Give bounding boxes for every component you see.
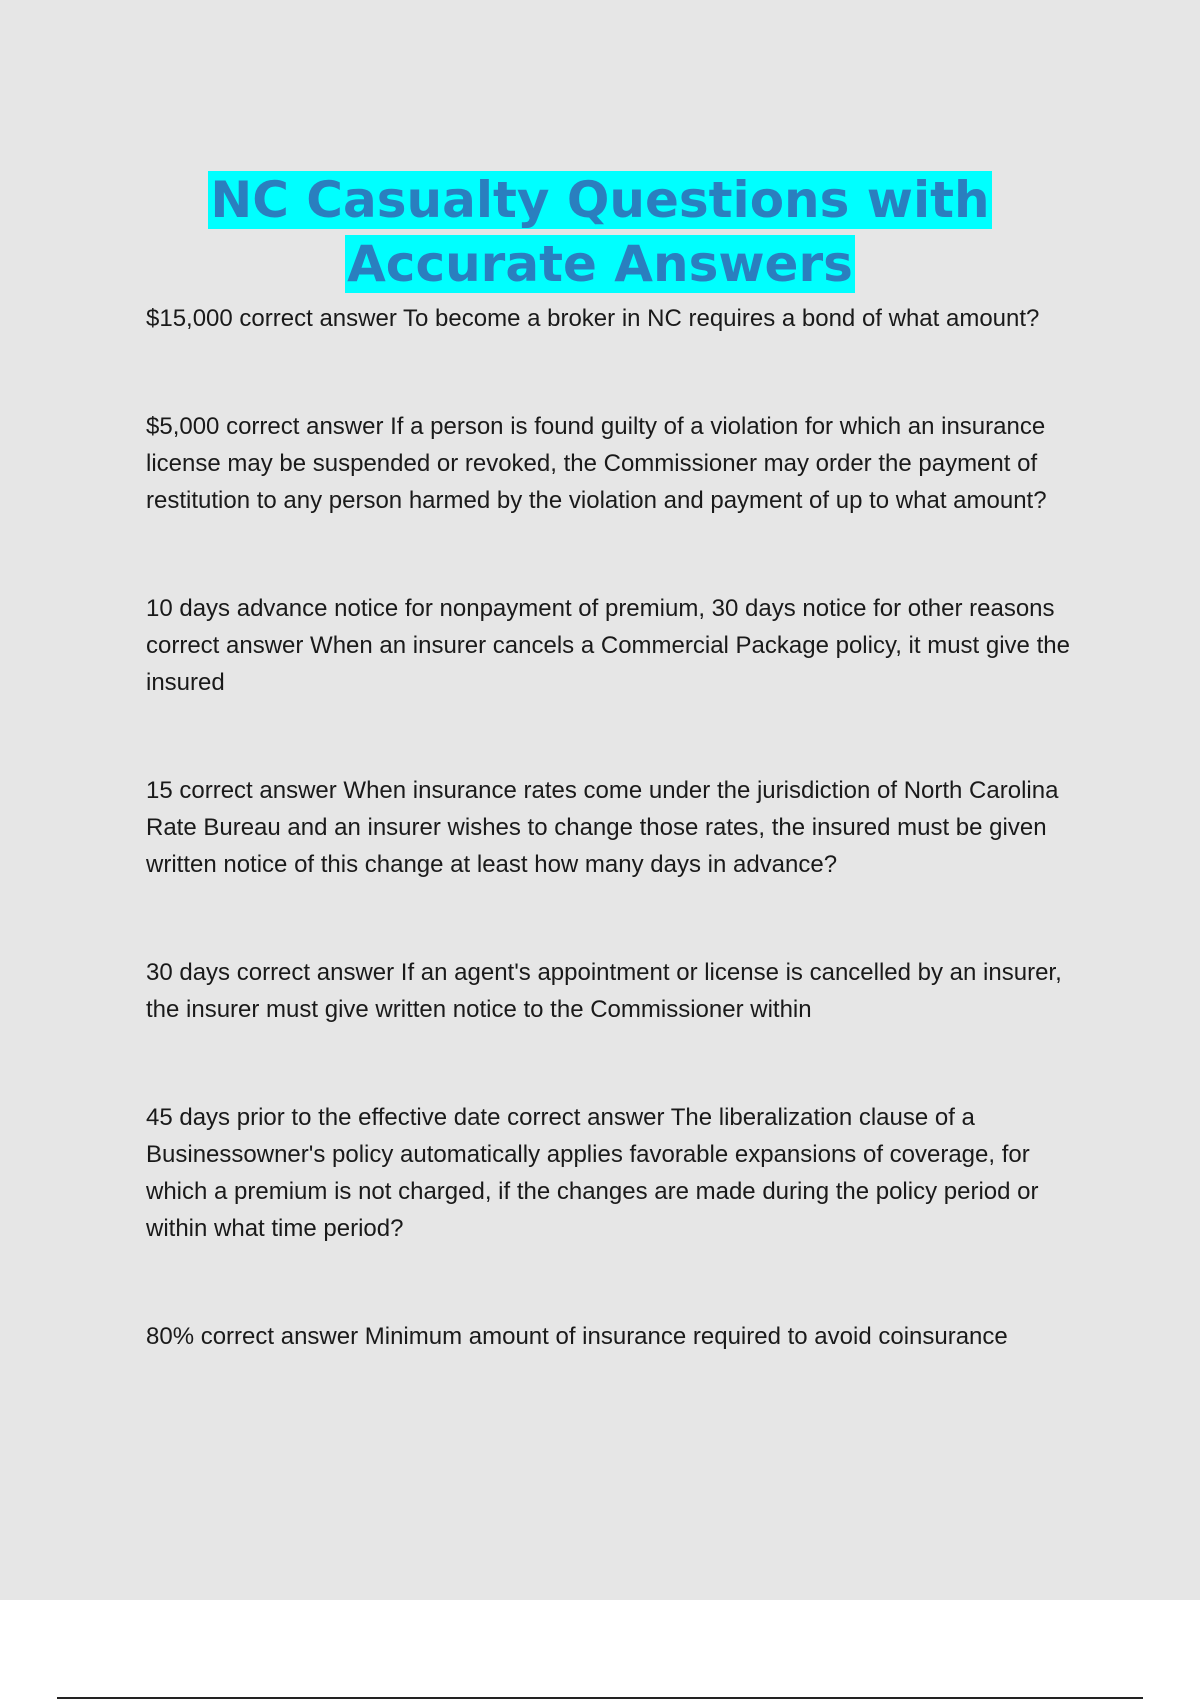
qa-item: 15 correct answer When insurance rates come under the jurisdiction of North Carolina Rate Bureau and an insurer wishes to change those rates, the insured must be given written notice of this change at least how many days in advance?	[146, 777, 1059, 878]
qa-item: 10 days advance notice for nonpayment of premium, 30 days notice for other reasons correct answer When an insurer cancels a Commercial Package policy, it must give the insured	[146, 595, 1070, 696]
qa-item: $15,000 correct answer To become a broker in NC requires a bond of what amount?	[146, 305, 1040, 332]
qa-item: 30 days correct answer If an agent's appointment or license is cancelled by an insurer, the insurer must give written notice to the Commissioner within	[146, 959, 1062, 1023]
document-title	[0, 168, 1200, 296]
qa-list	[146, 300, 1096, 1426]
qa-item: 80% correct answer Minimum amount of insurance required to avoid coinsurance	[146, 1323, 1008, 1350]
footer-divider	[57, 1697, 1143, 1699]
qa-item: $5,000 correct answer If a person is found guilty of a violation for which an insurance license may be suspended or revoked, the Commissioner may order the payment of restitution to any person harmed by the violation and payment of up to what amount?	[146, 413, 1047, 514]
qa-item: 45 days prior to the effective date correct answer The liberalization clause of a Businessowner's policy automatically applies favorable expansions of coverage, for which a premium is not charged, if the changes are made during the policy period or within what time period?	[146, 1104, 1039, 1242]
title-line-1: NC Casualty Questions with	[210, 171, 990, 229]
title-line-2: Accurate Answers	[347, 235, 853, 293]
